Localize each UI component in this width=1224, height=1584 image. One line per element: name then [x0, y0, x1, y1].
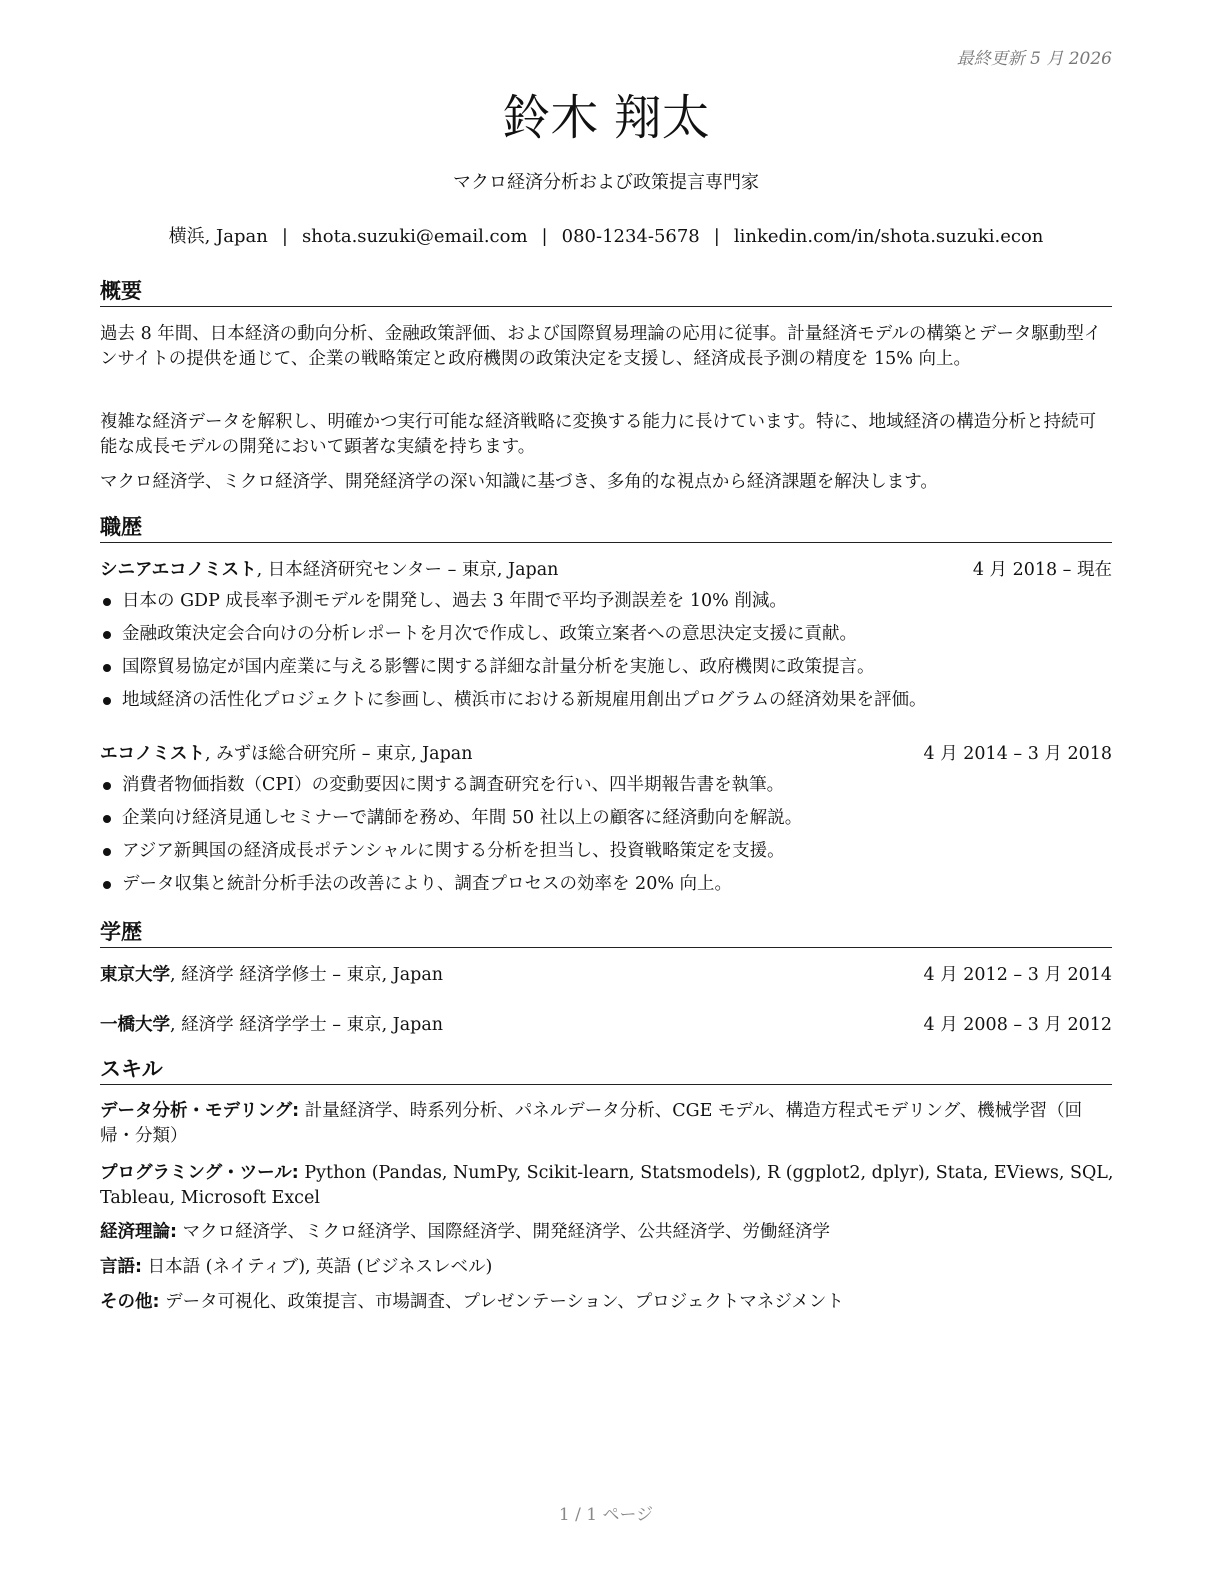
education-item — [100, 1012, 1112, 1038]
job-header — [100, 741, 1112, 767]
skill-item — [100, 1290, 1116, 1315]
list-item: データ収集と統計分析手法の改善により、調査プロセスの効率を 20% 向上。 — [100, 868, 1112, 901]
contact-email[interactable]: shota.suzuki@email.com — [301, 226, 528, 247]
section-title-experience: 職歴 — [100, 513, 1112, 543]
section-title-summary: 概要 — [100, 277, 1112, 307]
skill-item — [100, 1220, 1116, 1245]
section-title-skills: スキル — [100, 1055, 1112, 1085]
skill-item — [100, 1255, 1116, 1280]
job-org: , みずほ総合研究所 – 東京, Japan — [205, 744, 473, 764]
contact-phone[interactable]: 080-1234-5678 — [561, 226, 700, 247]
skill-value: Python (Pandas, NumPy, Scikit-learn, Statsmodels), R (ggplot2, dplyr), Stata, EViews, SQL, Tableau, Microsoft Excel — [100, 1163, 1114, 1208]
job-bullets — [100, 585, 1112, 717]
contact-separator: | — [713, 226, 720, 247]
job-role: エコノミスト — [100, 744, 205, 764]
education-school: 東京大学 — [100, 965, 170, 985]
headline: マクロ経済分析および政策提言専門家 — [453, 172, 759, 193]
skill-value: マクロ経済学、ミクロ経済学、国際経済学、開発経済学、公共経済学、労働経済学 — [177, 1222, 831, 1242]
skill-value: 日本語 (ネイティブ), 英語 (ビジネスレベル) — [142, 1257, 493, 1277]
section-title-education: 学歴 — [100, 918, 1112, 948]
education-detail: , 経済学 経済学学士 – 東京, Japan — [170, 1015, 444, 1035]
list-item: 地域経済の活性化プロジェクトに参画し、横浜市における新規雇用創出プログラムの経済効果を評価。 — [100, 684, 1112, 717]
job-dates: 4 月 2014 – 3 月 2018 — [923, 744, 1112, 764]
skill-label: プログラミング・ツール: — [100, 1163, 299, 1183]
skill-label: 経済理論: — [100, 1222, 177, 1242]
skill-label: データ分析・モデリング: — [100, 1101, 300, 1121]
education-school: 一橋大学 — [100, 1015, 170, 1035]
skill-label: 言語: — [100, 1257, 142, 1277]
job-role: シニアエコノミスト — [100, 560, 257, 580]
education-dates: 4 月 2012 – 3 月 2014 — [923, 965, 1112, 985]
list-item: 国際貿易協定が国内産業に与える影響に関する詳細な計量分析を実施し、政府機関に政策提言。 — [100, 651, 1112, 684]
education-dates: 4 月 2008 – 3 月 2012 — [923, 1015, 1112, 1035]
education-detail: , 経済学 経済学修士 – 東京, Japan — [170, 965, 444, 985]
contact-line — [100, 224, 1112, 250]
summary-paragraph: 複雑な経済データを解釈し、明確かつ実行可能な経済戦略に変換する能力に長けています。特に、地域経済の構造分析と持続可能な成長モデルの開発において顕著な実績を持ちます。 — [100, 412, 1097, 457]
candidate-name: 鈴木 翔太 — [502, 90, 710, 146]
list-item: 企業向け経済見通しセミナーで講師を務め、年間 50 社以上の顧客に経済動向を解説。 — [100, 802, 1112, 835]
contact-location: 横浜, Japan — [168, 226, 268, 247]
contact-linkedin[interactable]: linkedin.com/in/shota.suzuki.econ — [733, 226, 1044, 247]
list-item: 消費者物価指数（CPI）の変動要因に関する調査研究を行い、四半期報告書を執筆。 — [100, 769, 1112, 802]
page-indicator: 1 / 1 ページ — [558, 1505, 654, 1525]
contact-separator: | — [281, 226, 288, 247]
contact-separator: | — [541, 226, 548, 247]
job-bullets — [100, 769, 1112, 901]
job-header — [100, 557, 1112, 583]
list-item: 日本の GDP 成長率予測モデルを開発し、過去 3 年間で平均予測誤差を 10% 削減。 — [100, 585, 1112, 618]
job-dates: 4 月 2018 – 現在 — [972, 560, 1112, 580]
summary-paragraph: マクロ経済学、ミクロ経済学、開発経済学の深い知識に基づき、多角的な視点から経済課題を解決します。 — [100, 472, 938, 492]
skill-item — [100, 1161, 1116, 1211]
skill-label: その他: — [100, 1292, 160, 1312]
skill-item — [100, 1099, 1116, 1149]
education-item — [100, 962, 1112, 988]
summary-paragraph: 過去 8 年間、日本経済の動向分析、金融政策評価、および国際貿易理論の応用に従事。計量経済モデルの構築とデータ駆動型インサイトの提供を通じて、企業の戦略策定と政府機関の政策決定を支援し、経済成長予測の精度を 15% 向上。 — [100, 324, 1102, 369]
last-updated: 最終更新 5 月 2026 — [956, 49, 1112, 69]
resume-page — [100, 0, 1112, 1584]
job-org: , 日本経済研究センター – 東京, Japan — [256, 560, 559, 580]
list-item: アジア新興国の経済成長ポテンシャルに関する分析を担当し、投資戦略策定を支援。 — [100, 835, 1112, 868]
skill-value: データ可視化、政策提言、市場調査、プレゼンテーション、プロジェクトマネジメント — [159, 1292, 844, 1312]
list-item: 金融政策決定会合向けの分析レポートを月次で作成し、政策立案者への意思決定支援に貢献。 — [100, 618, 1112, 651]
skill-value: 計量経済学、時系列分析、パネルデータ分析、CGE モデル、構造方程式モデリング、機械学習（回帰・分類） — [100, 1101, 1083, 1146]
